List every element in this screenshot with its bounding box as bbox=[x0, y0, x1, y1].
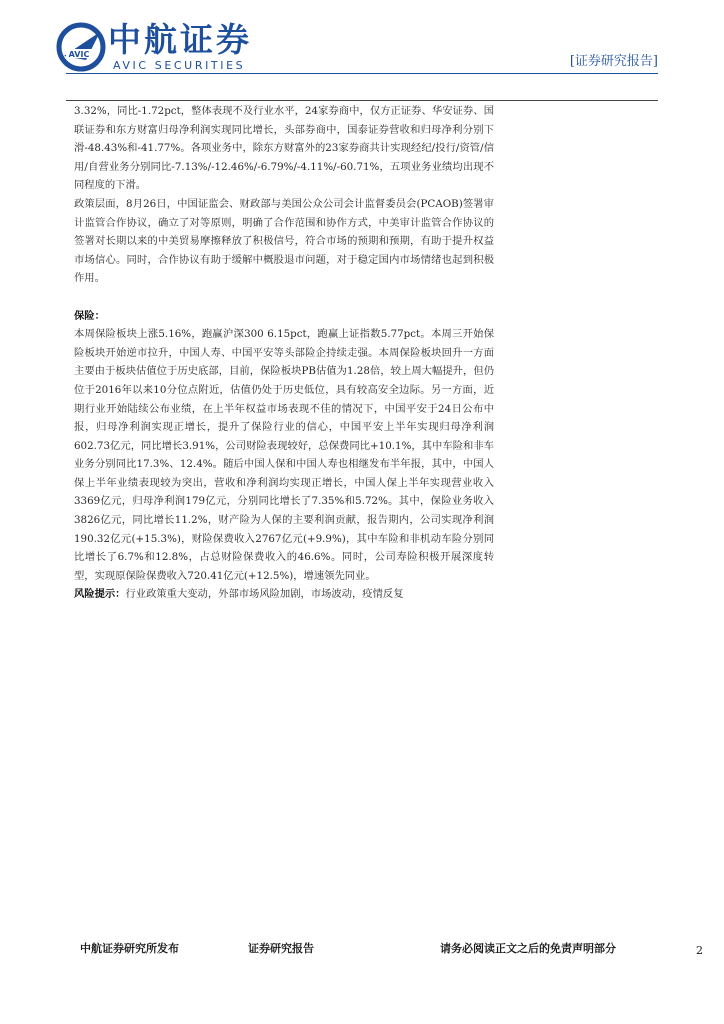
footer-doc-type: 证券研究报告 bbox=[248, 942, 314, 955]
brokerage-paragraph: 3.32%，同比-1.72pct，整体表现不及行业水平，24家券商中，仅方正证券、华安证券、国联证券和东方财富归母净利润实现同比增长，头部券商中，国泰证券营收和归母净利分别下滑-48.43%和-41.77%。各项业务中，除东方财富外的23家券商共计实现经纪/投行/资管/信用/自营业务分别同比-7.13%/-12.46%/-6.79%/-4.11%/-60.71%，五项业务业绩均出现不同程度的下滑。 bbox=[74, 105, 494, 192]
footer-disclaimer: 请务必阅读正文之后的免责声明部分 bbox=[440, 942, 616, 955]
avic-logo-icon bbox=[56, 22, 106, 72]
page-header bbox=[0, 0, 724, 102]
report-body bbox=[74, 102, 494, 604]
policy-paragraph: 政策层面，8月26日，中国证监会、财政部与美国公众公司会计监督委员会(PCAOB)签署审计监管合作协议，确立了对等原则，明确了合作范围和协作方式，中美审计监管合作协议的签署对长期以来的中美贸易摩擦释放了积极信号，符合市场的预期和预期，有助于提升权益市场信心。同时，合作协议有助于缓解中概股退市问题，对于稳定国内市场情绪也起到积极作用。 bbox=[74, 197, 494, 285]
logo-chinese-name: 中航证券 bbox=[108, 20, 252, 59]
page-footer bbox=[80, 940, 710, 960]
page-number: 2 bbox=[696, 944, 703, 957]
report-type-tag: [证券研究报告] bbox=[569, 54, 658, 69]
risk-warning bbox=[74, 585, 494, 604]
risk-warning-text: 行业政策重大变动，外部市场风险加剧，市场波动，疫情反复 bbox=[125, 588, 404, 601]
logo-mark-text: AVIC bbox=[68, 50, 90, 59]
risk-warning-label: 风险提示： bbox=[74, 588, 126, 601]
header-divider-lower bbox=[66, 100, 658, 101]
paragraph-spacer bbox=[74, 288, 494, 307]
logo-english-name: AVIC SECURITIES bbox=[113, 59, 246, 72]
insurance-section-heading: 保险： bbox=[74, 309, 105, 322]
insurance-paragraph: 本周保险板块上涨5.16%，跑赢沪深300 6.15pct，跑赢上证指数5.77pct。本周三开始保险板块开始逆市拉升，中国人寿、中国平安等头部险企持续走强。本周保险板块回升一方面主要由于板块估值位于历史底部，目前，保险板块PB估值为1.28倍，较上周大幅提升，但仍位于2016年以来10分位点附近，估值仍处于历史低位，具有较高安全边际。另一方面，近期行业开始陆续公布业绩，在上半年权益市场表现不佳的情况下，中国平安于24日公布中报，归母净利润实现正增长，提升了保险行业的信心，中国平安上半年实现归母净利润602.73亿元，同比增长3.91%，公司财险表现较好，总保费同比+10.1%，其中车险和非车业务分别同比17.3%、12.4%。随后中国人保和中国人寿也相继发布半年报，其中，中国人保上半年业绩表现较为突出，营收和净利润均实现正增长，中国人保上半年实现营业收入3369亿元，归母净利润179亿元，分别同比增长了7.35%和5.72%。其中，保险业务收入3826亿元，同比增长11.2%，财产险为人保的主要利润贡献，报告期内，公司实现净利润190.32亿元(+15.3%)，财险保费收入2767亿元(+9.9%)，其中车险和非机动车险分别同比增长了6.7%和12.8%，占总财险保费收入的46.6%。同时，公司寿险积极开展深度转型，实现原保险保费收入720.41亿元(+12.5%)，增速领先同业。 bbox=[74, 328, 494, 582]
footer-publisher: 中航证券研究所发布 bbox=[80, 942, 179, 955]
header-divider bbox=[66, 73, 658, 74]
